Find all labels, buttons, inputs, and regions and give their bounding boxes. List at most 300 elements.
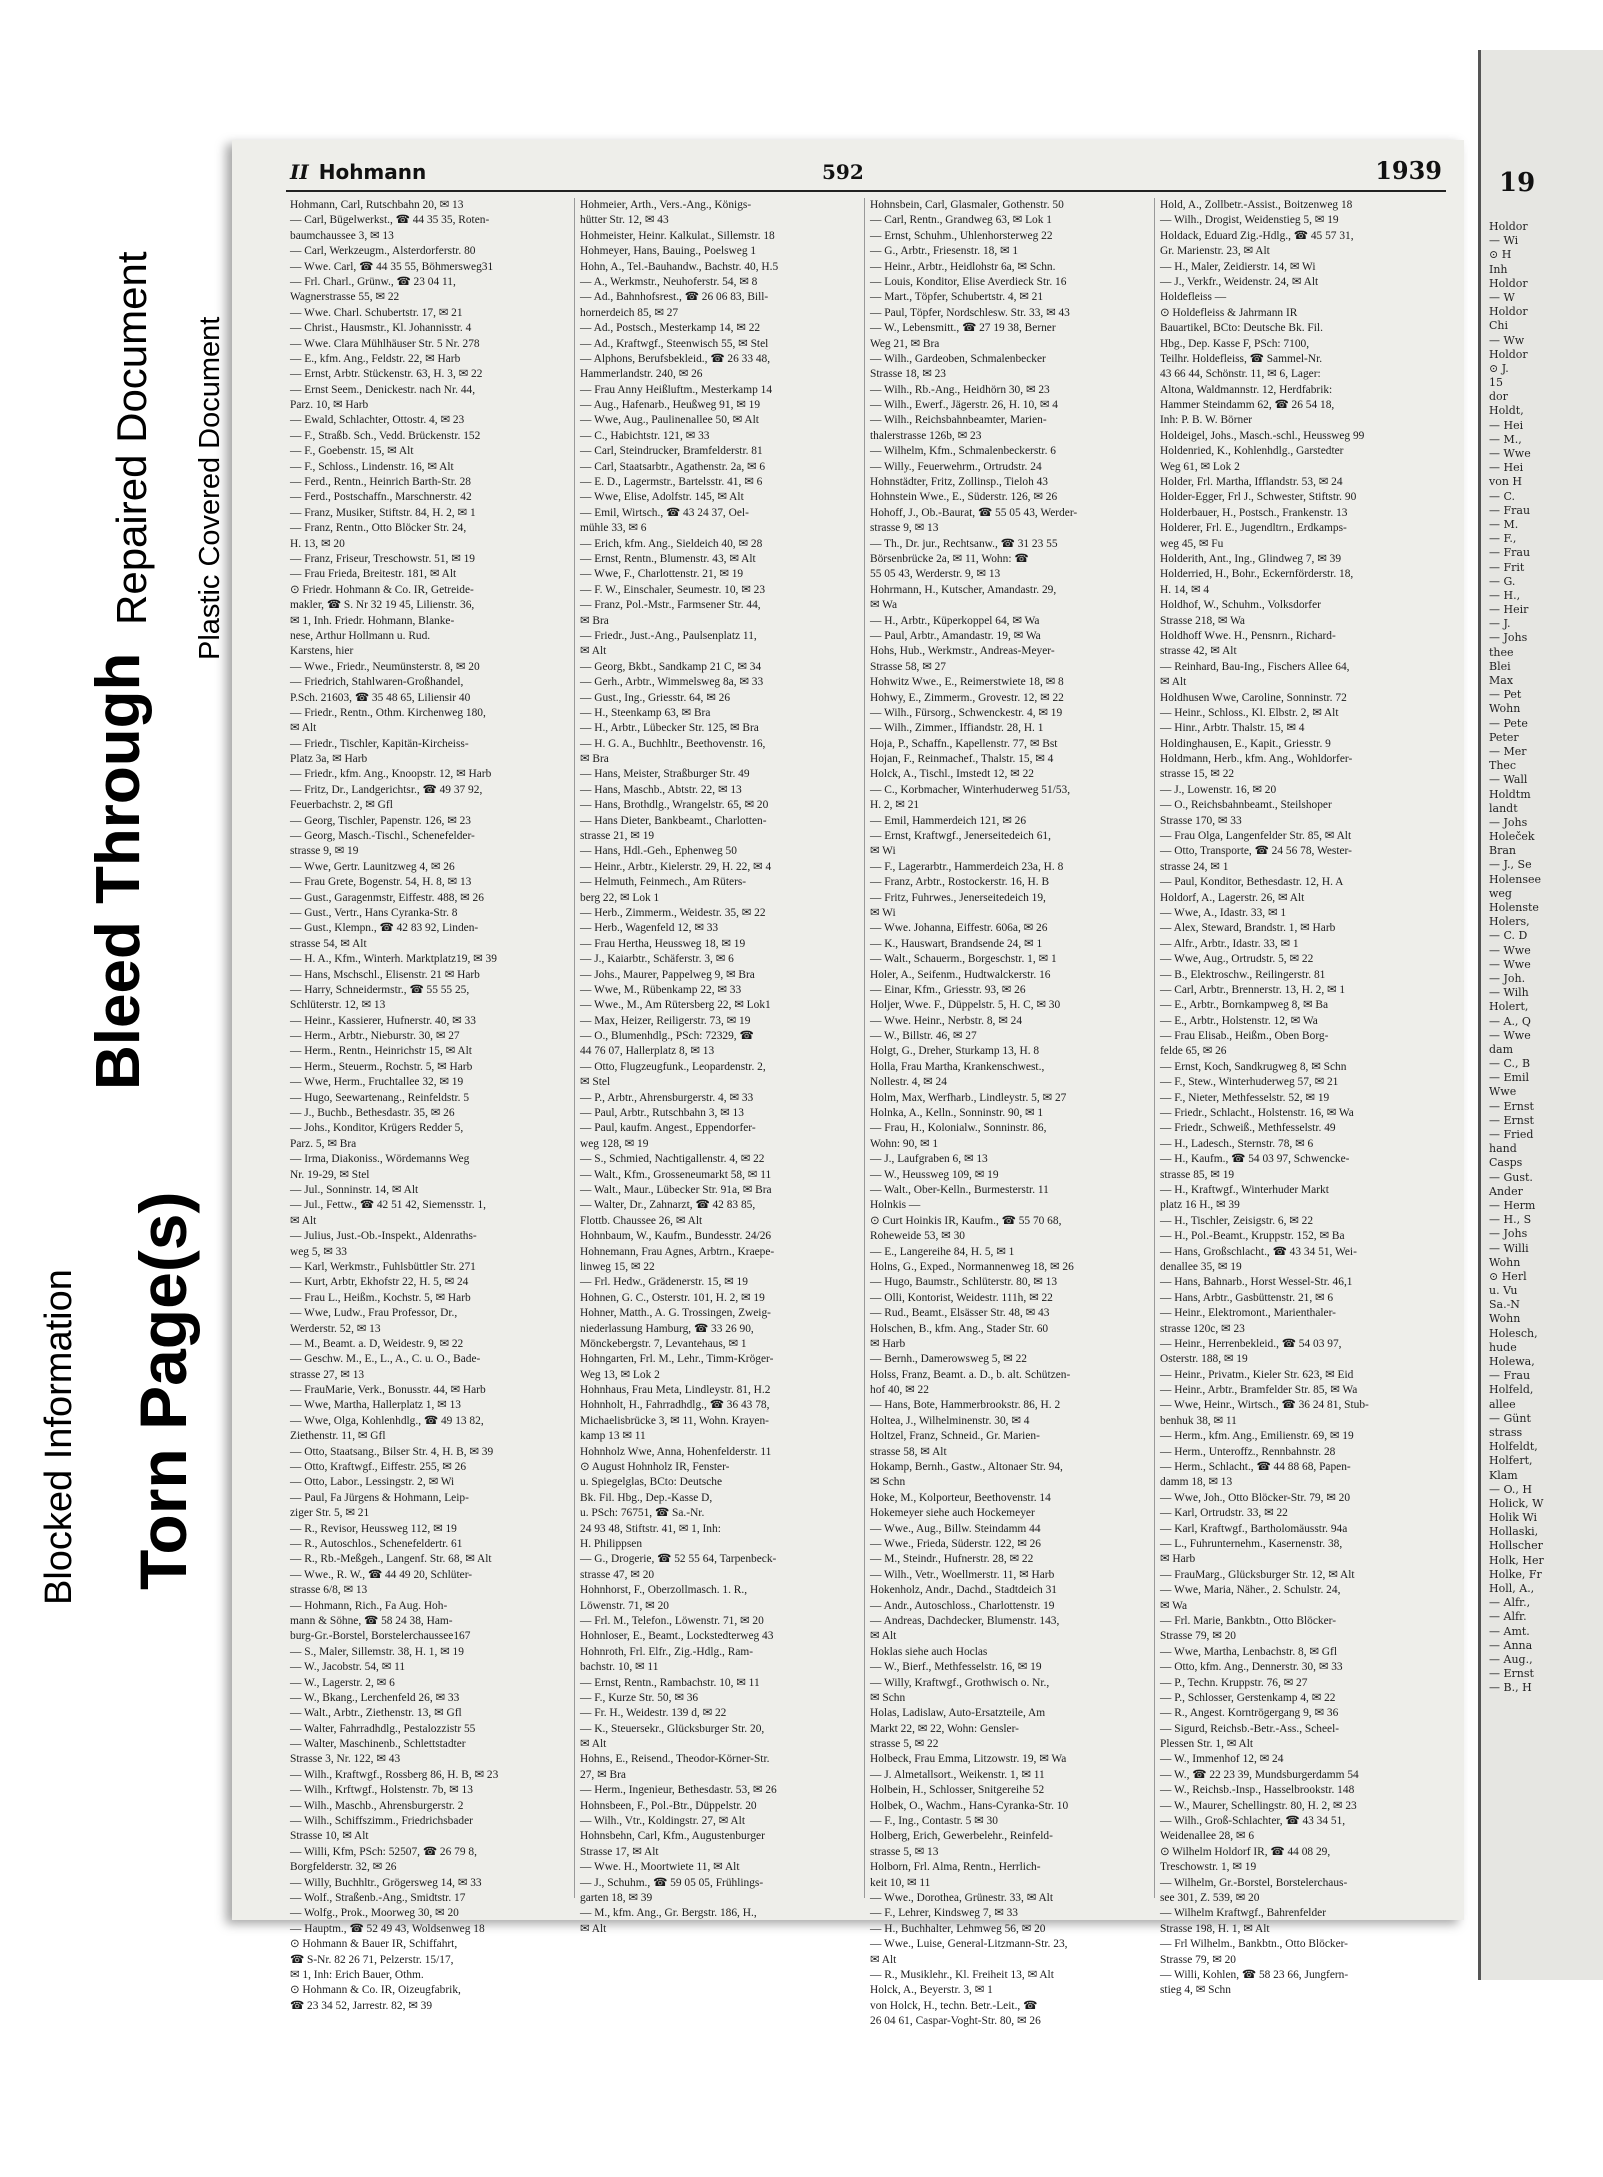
directory-entry-line: — Wwe, Herm., Fruchtallee 32, ✉ 19 (290, 1076, 464, 1089)
directory-entry-line: — Wwe, Aug., Paulinenallee 50, ✉ Alt (580, 414, 759, 427)
directory-entry-line: mühle 33, ✉ 6 (580, 522, 647, 535)
directory-entry-line: — M., Beamt. a. D, Weidestr. 9, ✉ 22 (290, 1337, 464, 1350)
directory-entry-line: Holderried, H., Bohr., Eckernförderstr. 18, (1160, 568, 1354, 581)
directory-entry-line: — J., Schuhm., ☎ 59 05 05, Frühlings- (580, 1876, 764, 1889)
directory-entry-line: strasse 27, ✉ 13 (290, 1368, 365, 1381)
directory-entry-line: — Herb., Zimmerm., Weidestr. 35, ✉ 22 (580, 906, 766, 919)
next-page-fragment: — W (1489, 290, 1515, 304)
directory-entry-line: — R., Revisor, Heussweg 112, ✉ 19 (290, 1522, 457, 1535)
directory-entry-line: Holck, A., Tischl., Imstedt 12, ✉ 22 (870, 768, 1034, 781)
directory-entry-line: — F., Goebenstr. 15, ✉ Alt (290, 445, 414, 458)
next-page-fragment: — O., H (1489, 1482, 1532, 1496)
next-page-fragment: Chi (1489, 319, 1509, 333)
next-page-fragment: — Heir (1489, 603, 1529, 617)
directory-entry-line: — Heinr., Schloss., Kl. Elbstr. 2, ✉ Alt (1160, 706, 1339, 719)
directory-entry-line: ☎ 23 34 52, Jarrestr. 82, ✉ 39 (290, 1999, 433, 2012)
directory-entry-line: Feuerbachstr. 2, ✉ Gfl (290, 799, 393, 812)
head-name: Hohmann (318, 160, 427, 184)
directory-entry-line: — Otto, Labor., Lessingstr. 2, ✉ Wi (290, 1476, 455, 1489)
directory-entry-line: — Wilh., Fürsorg., Schwenckestr. 4, ✉ 19 (870, 706, 1063, 719)
directory-entry-line: — S., Schmied, Nachtigallenstr. 4, ✉ 22 (580, 1153, 765, 1166)
directory-entry-line: Strasse 79, ✉ 20 (1160, 1630, 1236, 1643)
next-page-fragment: Casps (1489, 1156, 1523, 1170)
directory-entry-line: ⊙ Wilhelm Holdorf IR, ☎ 44 08 29, (1160, 1845, 1331, 1858)
next-page-fragment: Holfeld, (1489, 1383, 1534, 1397)
directory-entry-line: Hohner, Matth., A. G. Trossingen, Zweig- (580, 1307, 771, 1320)
next-page-fragment: — Pet (1489, 688, 1522, 702)
directory-entry-line: — Karl, Ortrudstr. 33, ✉ 22 (1160, 1507, 1288, 1520)
directory-entry-line: — Wwe, A., Idastr. 33, ✉ 1 (1160, 906, 1287, 919)
directory-entry-line: — Julius, Just.-Ob.-Inspekt., Aldenraths- (290, 1230, 477, 1243)
directory-entry-line: — Willy, Kraftwgf., Grothwisch o. Nr., (870, 1676, 1050, 1689)
directory-entry-line: u. Spiegelglas, BCto: Deutsche (580, 1476, 723, 1489)
directory-entry-line: ⊙ Hohmann & Bauer IR, Schiffahrt, (290, 1938, 458, 1951)
directory-entry-line: — Friedr., Schweiß., Methfesselstr. 49 (1160, 1122, 1336, 1135)
next-page-fragment: Holewa, (1489, 1355, 1535, 1368)
directory-entry-line: Holer, A., Seifenm., Hudtwalckerstr. 16 (870, 968, 1051, 981)
directory-entry-line: Strasse 10, ✉ Alt (290, 1830, 369, 1843)
next-page-fragment: — Frau (1489, 546, 1531, 560)
directory-entry-line: — Herm., Steuerm., Rochstr. 5, ✉ Harb (290, 1060, 473, 1073)
directory-entry-line: — F. W., Einschaler, Seumestr. 10, ✉ 23 (580, 583, 766, 596)
directory-entry-line: — Wilh., Vetr., Woellmerstr. 11, ✉ Harb (870, 1568, 1055, 1581)
directory-entry-line: — Gust., Vertr., Hans Cyranka-Str. 8 (290, 906, 458, 919)
directory-entry-line: — Wwe. Heinr., Nerbstr. 8, ✉ 24 (870, 1014, 1023, 1027)
directory-entry-line: Holns, G., Exped., Normannenweg 18, ✉ 26 (870, 1260, 1074, 1273)
next-page-fragment: dor (1489, 390, 1508, 404)
directory-entry-line: Nr. 19-29, ✉ Stel (290, 1168, 370, 1181)
directory-entry-line: strasse 9, ✉ 13 (870, 522, 939, 535)
directory-column-4 (1160, 198, 1438, 1997)
next-page-fragment: Max (1489, 674, 1514, 687)
directory-entry-line: — M., Steindr., Hufnerstr. 28, ✉ 22 (870, 1553, 1034, 1566)
next-page-fragment: strass (1489, 1425, 1523, 1439)
next-page-fragment: — Pete (1489, 716, 1528, 730)
next-page-fragment: Holdor (1489, 347, 1528, 361)
directory-entry-line: — Wwe, M., Rübenkamp 22, ✉ 33 (580, 983, 742, 996)
column-divider (574, 198, 575, 1898)
directory-entry-line: — Wilh., Vtr., Koldingstr. 27, ✉ Alt (580, 1815, 745, 1828)
directory-entry-line: — Friedr., kfm. Ang., Knoopstr. 12, ✉ Harb (290, 768, 492, 781)
directory-entry-line: — Wilhelm, Kfm., Schmalenbeckerstr. 6 (870, 445, 1056, 458)
next-page-fragment: — Johs (1489, 815, 1528, 829)
directory-columns (290, 198, 1450, 2028)
directory-entry-line: — J., Kaiarbtr., Schäferstr. 3, ✉ 6 (580, 953, 734, 966)
directory-entry-line: Inh: P. B. W. Börner (1160, 414, 1253, 427)
next-page-fragment: Holfert, (1489, 1454, 1533, 1468)
directory-entry-line: — Hauptm., ☎ 52 49 43, Woldsenweg 18 (290, 1922, 485, 1935)
directory-entry-line: Altona, Waldmannstr. 12, Herdfabrik: (1160, 383, 1333, 396)
directory-entry-line: — W., Maurer, Schellingstr. 80, H. 2, ✉ 23 (1160, 1799, 1357, 1812)
section-number: II (290, 160, 309, 184)
directory-entry-line: Hbg., Dep. Kasse F, PSch: 7100, (1160, 337, 1310, 350)
directory-entry-line: Holderer, Frl. E., Jugendltrn., Erdkamps- (1160, 522, 1347, 535)
directory-entry-line: ✉ Schn (870, 1691, 906, 1704)
header-rule (286, 190, 1446, 192)
directory-entry-line: — Paul, Konditor, Bethesdastr. 12, H. A (1160, 876, 1344, 889)
directory-entry-line: — Fritz, Fuhrwes., Jenerseitedeich 19, (870, 891, 1046, 904)
directory-entry-line: platz 16 H., ✉ 39 (1160, 1199, 1240, 1212)
directory-entry-line: — H., Kraftwgf., Winterhuder Markt (1160, 1184, 1329, 1196)
directory-entry-line: damm 18, ✉ 13 (1160, 1476, 1233, 1489)
next-page-fragment: u. Vu (1489, 1284, 1518, 1298)
directory-entry-line: — Otto, Kraftwgf., Eiffestr. 255, ✉ 26 (290, 1461, 467, 1474)
directory-entry-line: — W., Heussweg 109, ✉ 19 (870, 1168, 999, 1181)
side-labels (0, 0, 232, 2177)
directory-entry-line: — Friedr., Rentn., Othm. Kirchenweg 180, (290, 706, 486, 719)
directory-entry-line: 26 04 61, Caspar-Voght-Str. 80, ✉ 26 (870, 2015, 1041, 2028)
directory-entry-line: Holdack, Eduard Zig.-Hdlg., ☎ 45 57 31, (1160, 229, 1354, 242)
directory-entry-line: Ziethenstr. 11, ✉ Gfl (290, 1430, 386, 1443)
directory-entry-line: — H., Kaufm., ☎ 54 03 97, Schwencke- (1160, 1153, 1350, 1166)
directory-entry-line: weg 45, ✉ Fu (1160, 537, 1224, 550)
directory-entry-line: Holas, Ladislaw, Auto-Ersatzteile, Am (870, 1707, 1046, 1720)
next-page-fragment: Holeček (1489, 830, 1535, 844)
directory-entry-line: — Aug., Hafenarb., Heußweg 91, ✉ 19 (580, 399, 761, 412)
directory-entry-line: — Wilh., Drogist, Weidenstieg 5, ✉ 19 (1160, 214, 1339, 227)
next-page-fragment: Hollscher (1489, 1539, 1543, 1553)
directory-entry-line: — Herm., Schlacht., ☎ 44 88 68, Papen- (1160, 1461, 1351, 1474)
directory-entry-line: Holborn, Frl. Alma, Rentn., Herrlich- (870, 1861, 1041, 1874)
directory-entry-line: Holder, Frl. Martha, Ifflandstr. 53, ✉ 24 (1160, 476, 1343, 489)
directory-entry-line: — Wwe, Elise, Adolfstr. 145, ✉ Alt (580, 491, 744, 504)
next-page-fragment: — C. D (1489, 929, 1528, 943)
directory-entry-line: Schlüterstr. 12, ✉ 13 (290, 999, 386, 1012)
directory-entry-line: — Louis, Konditor, Elise Averdieck Str. 16 (870, 275, 1067, 288)
directory-entry-line: von Holck, H., techn. Betr.-Leit., ☎ (870, 1999, 1038, 2012)
directory-entry-line: H. 2, ✉ 21 (870, 799, 920, 812)
directory-entry-line: 44 76 07, Hallerplatz 8, ✉ 13 (580, 1045, 715, 1058)
directory-entry-line: — Heinr., Kassierer, Hufnerstr. 40, ✉ 33 (290, 1014, 476, 1027)
directory-entry-line: — Otto, kfm. Ang., Dennerstr. 30, ✉ 33 (1160, 1661, 1343, 1674)
next-page-fragment: dam (1489, 1042, 1514, 1056)
directory-entry-line: — Willy, Buchhltr., Grögersweg 14, ✉ 33 (290, 1876, 482, 1889)
directory-entry-line: Holdefleiss — (1160, 291, 1227, 304)
next-page-fragment: Wohn (1489, 702, 1521, 716)
directory-entry-line: H. Philippsen (580, 1537, 643, 1550)
directory-entry-line: Hohns, E., Reisend., Theodor-Körner-Str. (580, 1753, 770, 1766)
directory-entry-line: — Wwe. Charl. Schubertstr. 17, ✉ 21 (290, 306, 463, 319)
directory-entry-line: — Mart., Töpfer, Schubertstr. 4, ✉ 21 (870, 291, 1044, 304)
directory-entry-line: — F., Lehrer, Kindsweg 7, ✉ 33 (870, 1907, 1019, 1920)
directory-entry-line: — Hohmann, Rich., Fa Aug. Hoh- (290, 1599, 448, 1612)
next-page-fragment: Holdtm (1489, 787, 1531, 801)
directory-entry-line: strasse 5, ✉ 13 (870, 1845, 939, 1858)
next-page-fragment: — H., S (1489, 1213, 1532, 1227)
directory-entry-line: Strasse 3, Nr. 122, ✉ 43 (290, 1753, 401, 1766)
directory-entry-line: Hohs, Hub., Werkmstr., Andreas-Meyer- (870, 645, 1055, 658)
directory-entry-line: H. 13, ✉ 20 (290, 537, 345, 550)
next-page-fragment: Wohn (1489, 1255, 1521, 1269)
directory-entry-line: — FrauMarie, Verk., Bonusstr. 44, ✉ Harb (290, 1384, 486, 1397)
directory-entry-line: Strasse 170, ✉ 33 (1160, 814, 1242, 827)
directory-entry-line: denallee 35, ✉ 19 (1160, 1260, 1242, 1273)
label-repaired: Repaired Document (108, 251, 155, 625)
directory-entry-line: mann & Söhne, ☎ 58 24 38, Ham- (290, 1614, 453, 1627)
directory-entry-line: Hohnsbeen, F., Pol.-Btr., Düppelstr. 20 (580, 1799, 757, 1812)
directory-entry-line: — R., Musiklehr., Kl. Freiheit 13, ✉ Alt (870, 1968, 1054, 1981)
next-page-fragment: weg (1489, 886, 1512, 900)
directory-entry-line: Hohmann, Carl, Rutschbahn 20, ✉ 13 (290, 199, 464, 211)
directory-column-2 (580, 198, 858, 1935)
directory-entry-line: Hohnemann, Frau Agnes, Arbtrn., Kraepe- (580, 1245, 775, 1258)
directory-entry-line: — Carl, Bügelwerkst., ☎ 44 35 35, Roten- (290, 214, 490, 227)
directory-entry-line: ✉ Bra (580, 614, 609, 627)
directory-entry-line: 27, ✉ Bra (580, 1768, 626, 1781)
next-page-fragment: Holke, Fr (1489, 1567, 1542, 1581)
next-page-fragment: Holensee (1489, 872, 1541, 886)
directory-entry-line: — Kurt, Arbtr, Ekhofstr 22, H. 5, ✉ 24 (290, 1276, 469, 1289)
directory-entry-line: — Willy., Feuerwehrm., Ortrudstr. 24 (870, 460, 1042, 473)
directory-entry-line: Hammerlandstr. 240, ✉ 26 (580, 368, 703, 381)
directory-entry-line: Hoja, P., Schaffn., Kapellenstr. 77, ✉ Bst (870, 737, 1058, 750)
directory-entry-line: — Frau L., Heißm., Kochstr. 5, ✉ Harb (290, 1291, 471, 1304)
directory-entry-line: keit 10, ✉ 11 (870, 1876, 931, 1889)
directory-entry-line: — Wwe, Ludw., Frau Professor, Dr., (290, 1307, 458, 1320)
next-page-fragment: Wohn (1489, 1312, 1521, 1326)
directory-entry-line: Holm, Max, Werfharb., Lindleystr. 5, ✉ 27 (870, 1091, 1067, 1104)
directory-entry-line: — Jul., Sonninstr. 14, ✉ Alt (290, 1184, 419, 1196)
directory-entry-line: — H., Tischler, Zeisigstr. 6, ✉ 22 (1160, 1214, 1314, 1227)
next-page-fragment: ⊙ H (1489, 248, 1512, 262)
directory-entry-line: strasse 24, ✉ 1 (1160, 860, 1229, 873)
directory-entry-line: — Wwe, Heinr., Wirtsch., ☎ 36 24 81, Stub- (1160, 1399, 1369, 1412)
directory-entry-line: — Franz, Pol.-Mstr., Farmsener Str. 44, (580, 599, 761, 612)
directory-entry-line: — Wilh., Ewerf., Jägerstr. 26, H. 10, ✉ 4 (870, 399, 1058, 412)
directory-entry-line: — H., Buchhalter, Lehmweg 56, ✉ 20 (870, 1922, 1046, 1935)
directory-entry-line: Holbein, H., Schlosser, Snitgereihe 52 (870, 1784, 1045, 1797)
section-and-name (290, 160, 426, 184)
next-page-fragment: 15 (1489, 376, 1503, 390)
directory-entry-line: — Hans, Mschschl., Elisenstr. 21 ✉ Harb (290, 968, 480, 981)
directory-entry-line: ✉ 1, Inh: Erich Bauer, Othm. (290, 1968, 424, 1981)
next-page-fragment: Bran (1489, 844, 1516, 858)
directory-entry-line: — H., Pol.-Beamt., Kruppstr. 152, ✉ Ba (1160, 1230, 1345, 1243)
directory-entry-line: — Irma, Diakoniss., Wördemanns Weg (290, 1153, 470, 1166)
directory-entry-line: — H., Arbtr., Küperkoppel 64, ✉ Wa (870, 614, 1040, 627)
directory-entry-line: — Franz, Arbtr., Rostockerstr. 16, H. B (870, 876, 1050, 889)
directory-entry-line: — F., Straßb. Sch., Vedd. Brückenstr. 152 (290, 429, 481, 442)
next-page-fragment: — Joh. (1489, 971, 1526, 985)
directory-entry-line: hornerdeich 85, ✉ 27 (580, 306, 679, 319)
directory-entry-line: Weidenallee 28, ✉ 6 (1160, 1830, 1255, 1843)
directory-entry-line: Strasse 17, ✉ Alt (580, 1845, 659, 1858)
directory-entry-line: — Georg, Bkbt., Sandkamp 21 C, ✉ 34 (580, 660, 762, 673)
directory-entry-line: Holgt, G., Dreher, Sturkamp 13, H. 8 (870, 1045, 1040, 1058)
next-page-fragment: ⊙ J. (1489, 361, 1509, 375)
directory-entry-line: Holdorf, A., Lagerstr. 26, ✉ Alt (1160, 891, 1305, 904)
next-page-fragment: — Alfr. (1489, 1610, 1527, 1624)
next-page-fragment: — Hei (1489, 418, 1524, 432)
directory-entry-line: — Wwe, Olga, Kohlenhdlg., ☎ 49 13 82, (290, 1414, 484, 1427)
year: 1939 (1375, 156, 1442, 185)
directory-entry-line: Hohrmann, H., Kutscher, Amandastr. 29, (870, 583, 1057, 596)
directory-entry-line: — Walter, Fahrradhdlg., Pestalozzistr 55 (290, 1722, 476, 1735)
directory-entry-line: Hohnloser, E., Beamt., Lockstedterweg 43 (580, 1630, 774, 1643)
directory-entry-line: ✉ Alt (870, 1630, 897, 1643)
directory-entry-line: weg 5, ✉ 33 (290, 1245, 347, 1258)
directory-entry-line: — C., Korbmacher, Winterhuderweg 51/53, (870, 783, 1071, 796)
next-page-fragment: — Emil (1489, 1071, 1529, 1085)
next-page-fragment: — Hei (1489, 461, 1524, 475)
directory-entry-line: — H., Ladesch., Sternstr. 78, ✉ 6 (1160, 1137, 1314, 1150)
column-divider (1154, 198, 1155, 1898)
directory-entry-line: — Hugo, Baumstr., Schlüterstr. 80, ✉ 13 (870, 1276, 1058, 1289)
directory-entry-line: — K., Hauswart, Brandsende 24, ✉ 1 (870, 937, 1043, 950)
directory-entry-line: strasse 85, ✉ 19 (1160, 1168, 1235, 1181)
directory-entry-line: — Carl, Werkzeugm., Alsterdorferstr. 80 (290, 245, 476, 258)
directory-entry-line: — Hans, Bote, Hammerbrookstr. 86, H. 2 (870, 1399, 1061, 1412)
directory-entry-line: — Wilh., Krftwgf., Holstenstr. 7b, ✉ 13 (290, 1784, 473, 1797)
directory-entry-line: — Paul, Töpfer, Nordschlesw. Str. 33, ✉ 43 (870, 306, 1070, 319)
directory-entry-line: 55 05 43, Werderstr. 9, ✉ 13 (870, 568, 1001, 581)
directory-entry-line: Hohnstein Wwe., E., Süderstr. 126, ✉ 26 (870, 491, 1058, 504)
directory-entry-line: ✉ Schn (870, 1476, 906, 1489)
column-divider (864, 198, 865, 1898)
directory-entry-line: — W., Immenhof 12, ✉ 24 (1160, 1753, 1284, 1766)
next-page-fragment: — Wilh (1489, 986, 1529, 1000)
directory-entry-line: benhuk 38, ✉ 11 (1160, 1414, 1237, 1427)
directory-entry-line: strasse 54, ✉ Alt (290, 937, 367, 950)
directory-entry-line: ⊙ Holdefleiss & Jahrmann IR (1160, 306, 1298, 319)
directory-entry-line: — Wilhelm, Gr.-Borstel, Borstelerchaus- (1160, 1876, 1348, 1889)
directory-entry-line: — Herm., Arbtr., Nieburstr. 30, ✉ 27 (290, 1030, 460, 1043)
next-page-header: 19 (1499, 168, 1536, 198)
directory-entry-line: — Wwe., Luise, General-Litzmann-Str. 23, (870, 1938, 1068, 1951)
directory-entry-line: burg-Gr.-Borstel, Borstelerchaussee167 (290, 1630, 471, 1643)
directory-entry-line: — Sigurd, Reichsb.-Betr.-Ass., Scheel- (1160, 1722, 1340, 1735)
directory-entry-line: — W., Lebensmitt., ☎ 27 19 38, Berner (870, 322, 1056, 335)
directory-entry-line: — S., Maler, Sillemstr. 38, H. 1, ✉ 19 (290, 1645, 464, 1658)
directory-page (232, 140, 1464, 2028)
directory-entry-line: — Johs., Konditor, Krügers Redder 5, (290, 1122, 464, 1135)
directory-entry-line: ✉ Alt (580, 645, 607, 658)
next-page-fragment: — Johs (1489, 1227, 1528, 1241)
directory-entry-line: — Heinr., Elektromont., Marienthaler- (1160, 1307, 1336, 1320)
directory-entry-line: — Ernst, Rentn., Blumenstr. 43, ✉ Alt (580, 552, 756, 565)
directory-entry-line: Holdinghausen, E., Kapit., Griesstr. 9 (1160, 737, 1331, 750)
directory-entry-line: — Willi, Kfm, PSch: 52507, ☎ 26 79 8, (290, 1845, 477, 1858)
directory-entry-line: — Ernst, Rentn., Rambachstr. 10, ✉ 11 (580, 1676, 760, 1689)
directory-entry-line: — Rud., Beamt., Elsässer Str. 48, ✉ 43 (870, 1307, 1050, 1320)
next-page-fragment: — M., (1489, 432, 1522, 446)
directory-entry-line: — Ernst, Koch, Sandkrugweg 8, ✉ Schn (1160, 1060, 1347, 1073)
directory-entry-line: Hohwy, E., Zimmerm., Grovestr. 12, ✉ 22 (870, 691, 1064, 704)
directory-entry-line: Holtea, J., Wilhelminenstr. 30, ✉ 4 (870, 1414, 1030, 1427)
directory-entry-line: — J., Buchb., Bethesdastr. 35, ✉ 26 (290, 1107, 455, 1120)
directory-entry-line: Strasse 18, ✉ 23 (870, 368, 946, 381)
directory-entry-line: — Georg, Tischler, Papenstr. 126, ✉ 23 (290, 814, 472, 827)
directory-entry-line: hütter Str. 12, ✉ 43 (580, 214, 669, 227)
next-page-fragment: Hollaski, (1489, 1525, 1539, 1539)
directory-entry-line: — Gerh., Arbtr., Wimmelsweg 8a, ✉ 33 (580, 676, 764, 689)
directory-entry-line: — Wwe., Dorothea, Grünestr. 33, ✉ Alt (870, 1891, 1054, 1904)
next-page-fragment: Holdor (1489, 220, 1528, 233)
directory-entry-line: see 301, Z. 539, ✉ 20 (1160, 1891, 1260, 1904)
directory-entry-line: — H. G. A., Buchhltr., Beethovenstr. 16, (580, 737, 766, 750)
directory-entry-line: — Gust., Ing., Griesstr. 64, ✉ 26 (580, 691, 731, 704)
directory-entry-line: — F., Lagerarbtr., Hammerdeich 23a, H. 8 (870, 860, 1064, 873)
next-page-fragment: — Ernst (1489, 1667, 1534, 1681)
label-bleed-through: Bleed Through (84, 652, 153, 1090)
directory-entry-line: strasse 5, ✉ 22 (870, 1738, 939, 1751)
directory-entry-line: — Friedrich, Stahlwaren-Großhandel, (290, 676, 464, 689)
directory-entry-line: — Paul, Arbtr., Amandastr. 19, ✉ Wa (870, 629, 1041, 642)
directory-entry-line: — P., Techn. Kruppstr. 76, ✉ 27 (1160, 1676, 1308, 1689)
directory-entry-line: ✉ Alt (580, 1922, 607, 1935)
directory-entry-line: Strasse 79, ✉ 20 (1160, 1953, 1236, 1966)
directory-entry-line: Hohnholz Wwe, Anna, Hohenfelderstr. 11 (580, 1445, 772, 1458)
directory-entry-line: — Wwe., R. W., ☎ 44 49 20, Schlüter- (290, 1568, 473, 1581)
directory-entry-line: — Friedr., Tischler, Kapitän-Kircheiss- (290, 737, 469, 750)
directory-entry-line: — Hans, Großschlacht., ☎ 43 34 51, Wei- (1160, 1245, 1357, 1258)
directory-entry-line: — L., Fuhrunternehm., Kasernenstr. 38, (1160, 1537, 1343, 1550)
directory-entry-line: Holbek, O., Wachm., Hans-Cyranka-Str. 10 (870, 1799, 1069, 1812)
directory-entry-line: ✉ Harb (870, 1337, 906, 1350)
directory-entry-line: — G., Drogerie, ☎ 52 55 64, Tarpenbeck- (580, 1553, 777, 1566)
directory-entry-line: — Andr., Autoschloss., Charlottenstr. 19 (870, 1599, 1055, 1612)
directory-entry-line: — Frau Anny Heißluftm., Mesterkamp 14 (580, 383, 773, 396)
directory-entry-line: Hoklas siehe auch Hoclas (870, 1645, 988, 1658)
directory-entry-line: — E., kfm. Ang., Feldstr. 22, ✉ Harb (290, 352, 461, 365)
directory-column-1 (290, 198, 568, 2012)
directory-entry-line: Holdeigel, Johs., Masch.-schl., Heussweg 99 (1160, 429, 1365, 442)
directory-entry-line: ✉ 1, Inh. Friedr. Hohmann, Blanke- (290, 614, 455, 627)
directory-entry-line: — Max, Heizer, Reiligerstr. 73, ✉ 19 (580, 1014, 751, 1027)
directory-entry-line: kamp 13 ✉ 11 (580, 1430, 646, 1443)
directory-entry-line: — M., kfm. Ang., Gr. Bergstr. 186, H., (580, 1907, 757, 1920)
directory-entry-line: — Frl. Marie, Bankbtn., Otto Blöcker- (1160, 1614, 1336, 1627)
directory-entry-line: — Christ., Hausmstr., Kl. Johannisstr. 4 (290, 322, 472, 335)
directory-entry-line: — Ernst Seem., Denickestr. nach Nr. 44, (290, 383, 476, 396)
directory-entry-line: — Hans, Brothdlg., Wrangelstr. 65, ✉ 20 (580, 799, 769, 812)
directory-entry-line: ziger Str. 5, ✉ 21 (290, 1507, 370, 1520)
directory-entry-line: — Walt., Ober-Kelln., Burmesterstr. 11 (870, 1184, 1049, 1196)
directory-entry-line: — P., Schlosser, Gerstenkamp 4, ✉ 22 (1160, 1691, 1336, 1704)
next-page-fragment: — J., Se (1489, 858, 1532, 872)
directory-entry-line: Hohnhorst, F., Oberzollmasch. 1. R., (580, 1584, 748, 1597)
directory-entry-line: — Heinr., Privatm., Kieler Str. 623, ✉ Eid (1160, 1368, 1354, 1381)
directory-entry-line: Mönckebergstr. 7, Levantehaus, ✉ 1 (580, 1337, 747, 1350)
next-page-fragment: Holick, W (1489, 1496, 1544, 1510)
directory-entry-line: strasse 9, ✉ 19 (290, 845, 359, 858)
directory-entry-line: — Frl. M., Telefon., Löwenstr. 71, ✉ 20 (580, 1614, 764, 1627)
directory-entry-line: — Walt., Arbtr., Ziethenstr. 13, ✉ Gfl (290, 1707, 462, 1720)
directory-entry-line: Börsenbrücke 2a, ✉ 11, Wohn: ☎ (870, 552, 1029, 565)
directory-entry-line: bachstr. 10, ✉ 11 (580, 1661, 659, 1674)
directory-entry-line: — Wilh., Kraftwgf., Rossberg 86, H. B, ✉ 23 (290, 1768, 499, 1781)
directory-entry-line: — O., Blumenhdlg., PSch: 72329, ☎ (580, 1030, 754, 1043)
directory-entry-line: — Franz, Rentn., Otto Blöcker Str. 24, (290, 522, 467, 535)
directory-entry-line: Hohnbaum, W., Kaufm., Bundesstr. 24/26 (580, 1230, 772, 1243)
next-page-fragment: landt (1489, 801, 1518, 815)
directory-entry-line: — Georg, Masch.-Tischl., Schenefelder- (290, 830, 475, 843)
directory-entry-line: — Frau Grete, Bogenstr. 54, H. 8, ✉ 13 (290, 876, 472, 889)
directory-entry-line: Holderbauer, H., Postsch., Frankenstr. 13 (1160, 506, 1348, 519)
directory-entry-line: Plessen Str. 1, ✉ Alt (1160, 1738, 1254, 1751)
next-page-fragment: — Mer (1489, 744, 1527, 758)
directory-entry-line: — Otto, Transporte, ☎ 24 56 78, Wester- (1160, 845, 1352, 858)
directory-entry-line: — Ernst, Kraftwgf., Jenerseitedeich 61, (870, 830, 1051, 843)
directory-entry-line: Parz. 5, ✉ Bra (290, 1137, 357, 1150)
next-page-fragment: — Wwe (1489, 447, 1531, 460)
directory-entry-line: felde 65, ✉ 26 (1160, 1045, 1227, 1058)
directory-entry-line: — W., Lagerstr. 2, ✉ 6 (290, 1676, 395, 1689)
directory-entry-line: — Karl, Kraftwgf., Bartholomäusstr. 94a (1160, 1522, 1348, 1535)
directory-entry-line: Treschowstr. 1, ✉ 19 (1160, 1861, 1257, 1874)
next-page-fragment: — Aug., (1489, 1652, 1533, 1666)
directory-entry-line: — Emil, Hammerdeich 121, ✉ 26 (870, 814, 1027, 827)
